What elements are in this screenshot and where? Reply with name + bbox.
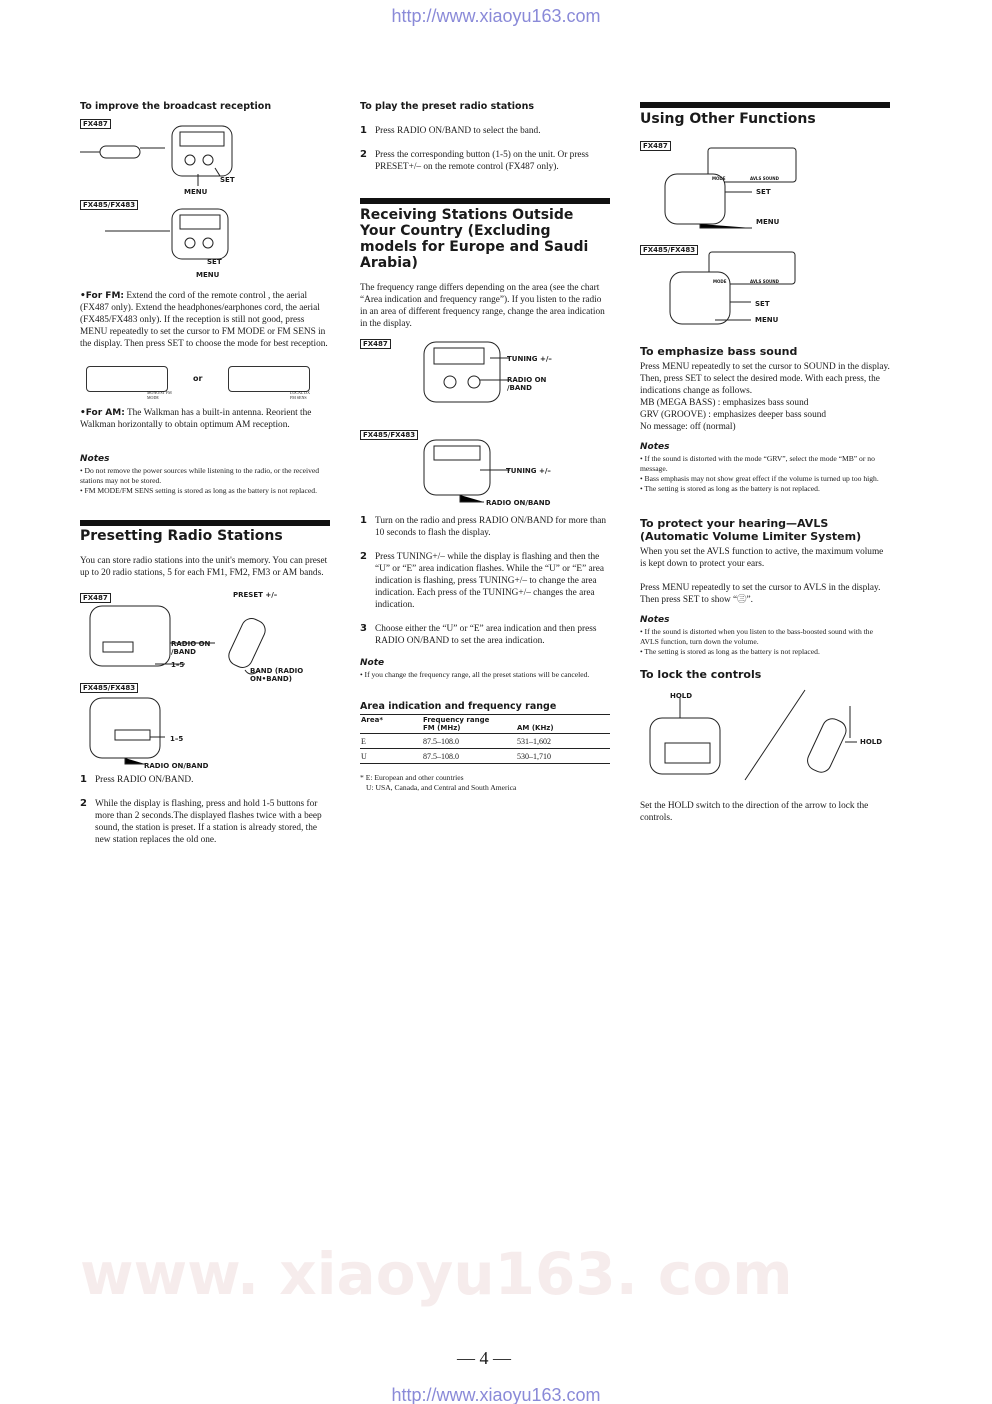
- am-lead: •For AM:: [80, 408, 125, 418]
- model-tag-fx487-2: FX487: [80, 593, 111, 603]
- radio-on-band-label-3: RADIO ON /BAND: [507, 376, 547, 392]
- display-fm-sens: [228, 366, 310, 392]
- bass-mode-off: No message: off (normal): [640, 422, 736, 432]
- avls-notes-heading: Notes: [640, 615, 670, 625]
- menu-label-3: MENU: [756, 218, 780, 226]
- display-avls-label: AVLS SOUND: [750, 176, 779, 181]
- bass-notes: [640, 454, 892, 494]
- walkman-illustration: [100, 205, 240, 265]
- play-step-1: [360, 125, 610, 137]
- hold-label: HOLD: [670, 692, 693, 700]
- header-url[interactable]: http://www.xiaoyu163.com: [391, 6, 601, 26]
- avls-text-2: Press MENU repeatedly to set the cursor to AVLS in the display. Then press SET to show “㊂”.: [640, 583, 881, 605]
- note-item: • If the sound is distorted when you listen to the bass-boosted sound with the AVLS function, turn down the volume.: [640, 627, 873, 646]
- model-tag-fx487: FX487: [80, 119, 111, 129]
- step-text: Press RADIO ON/BAND.: [95, 775, 194, 785]
- note-item: • If the sound is distorted with the mode “GRV”, select the mode “MB” or no message.: [640, 454, 875, 473]
- preset-step-1: [80, 774, 330, 786]
- footer-url[interactable]: http://www.xiaoyu163.com: [391, 1385, 601, 1404]
- presetting-heading: Presetting Radio Stations: [80, 528, 283, 544]
- walkman-remote-illustration: [80, 118, 250, 198]
- bass-heading: To emphasize bass sound: [640, 345, 798, 358]
- menu-label-2: MENU: [196, 271, 220, 279]
- model-tag-fx485: FX485/FX483: [80, 200, 138, 210]
- model-tag-fx485-3: FX485/FX483: [360, 430, 418, 440]
- walkman-display-illustration-2: [665, 250, 805, 330]
- notes-list: [80, 466, 330, 496]
- header-am: AM (KHz): [517, 724, 554, 732]
- other-functions-heading: Using Other Functions: [640, 111, 816, 127]
- note-text: • If you change the frequency range, all the preset stations will be canceled.: [360, 670, 590, 679]
- table-title: Area indication and frequency range: [360, 701, 557, 712]
- step-number: 3: [360, 623, 367, 634]
- fm-lead: •For FM:: [80, 291, 124, 301]
- frequency-table: [360, 714, 610, 764]
- step-number: 1: [80, 774, 87, 785]
- hold-switch-illustration: [645, 688, 885, 788]
- walkman-preset-illustration: [85, 598, 325, 678]
- lock-text: Set the HOLD switch to the direction of the arrow to lock the controls.: [640, 801, 869, 823]
- step-text: Press TUNING+/– while the display is flashing and then the “U” or “E” area indication flashes. While the “U” or “E” area indication is flashing, press TUNING+/– to change the area indication. Each press of the TUNING+/– changes the area indication.: [375, 552, 605, 610]
- bass-paragraph: Press MENU repeatedly to set the cursor to SOUND in the display. Then, press SET to select the desired mode. With each press, the indications change as follows.: [640, 362, 890, 396]
- area-step-3: [360, 623, 610, 647]
- display-mode-label: MODE: [712, 176, 726, 181]
- cell-area: U: [361, 751, 367, 761]
- walkman-tuning-illustration-2: [420, 436, 510, 506]
- receiving-intro: The frequency range differs depending on the area (see the chart “Area indication and frequency range”). If you listen to the radio in an area of different frequency range, change the area indication in the display.: [360, 283, 605, 329]
- display-fm-sens-caption: LOCAL DX FM SENS: [290, 390, 310, 400]
- set-label-3: SET: [756, 188, 771, 196]
- play-step-2: [360, 149, 610, 173]
- step-text: Press the corresponding button (1-5) on the unit. Or press PRESET+/– on the remote control (FX487 only).: [375, 150, 589, 172]
- header-freq: Frequency range: [423, 716, 490, 724]
- table-row: [360, 749, 610, 764]
- step-text: Choose either the “U” or “E” area indication and then press RADIO ON/BAND to set the area indication.: [375, 624, 597, 646]
- preset-step-2: [80, 798, 330, 846]
- hold-label-2: HOLD: [860, 738, 883, 746]
- cell-area: E: [361, 736, 366, 746]
- improve-reception-heading: To improve the broadcast reception: [80, 101, 272, 112]
- step-number: 1: [360, 125, 367, 136]
- bass-mode-mb: MB (MEGA BASS) : emphasizes bass sound: [640, 398, 809, 408]
- preset-label: PRESET +/–: [233, 591, 278, 599]
- menu-label: MENU: [184, 188, 208, 196]
- play-preset-heading: To play the preset radio stations: [360, 101, 534, 112]
- section-rule: [80, 520, 330, 526]
- am-instructions: [80, 407, 330, 431]
- step-number: 2: [360, 149, 367, 160]
- set-label-4: SET: [755, 300, 770, 308]
- step-text: Turn on the radio and press RADIO ON/BAND for more than 10 seconds to flash the display.: [375, 516, 607, 538]
- footnote: U: USA, Canada, and Central and South America: [366, 783, 517, 792]
- cell-fm: 87.5–108.0: [423, 736, 459, 746]
- bass-text: [640, 361, 890, 433]
- model-tag-fx485-4: FX485/FX483: [640, 245, 698, 255]
- table-row: [360, 734, 610, 749]
- tuning-label: TUNING +/–: [507, 355, 552, 363]
- header-fm: FM (MHz): [423, 724, 461, 732]
- step-number: 1: [360, 515, 367, 526]
- section-rule: [360, 198, 610, 204]
- set-label-2: SET: [207, 258, 222, 266]
- preset-1-5-label: 1–5: [171, 661, 185, 669]
- notes-heading: Notes: [80, 454, 110, 464]
- page-number: — 4 —: [457, 1348, 511, 1368]
- band-label: BAND (RADIO ON•BAND): [250, 667, 304, 683]
- display-mode-label-2: MODE: [713, 279, 727, 284]
- avls-text-1: When you set the AVLS function to active, the maximum volume is kept down to protect your ears.: [640, 547, 884, 569]
- step-text: Press RADIO ON/BAND to select the band.: [375, 126, 541, 136]
- area-step-1: [360, 515, 610, 539]
- note-item: • Bass emphasis may not show great effect if the volume is turned up too high.: [640, 474, 879, 483]
- bass-notes-heading: Notes: [640, 442, 670, 452]
- cell-am: 530–1,710: [517, 751, 551, 761]
- watermark: www. xiaoyu163. com: [80, 1240, 793, 1308]
- radio-on-band-label-4: RADIO ON/BAND: [486, 499, 551, 507]
- bass-mode-grv: GRV (GROOVE) : emphasizes deeper bass sound: [640, 410, 827, 420]
- display-avls-label-2: AVLS SOUND: [750, 279, 779, 284]
- menu-label-4: MENU: [755, 316, 779, 324]
- avls-heading: To protect your hearing—AVLS (Automatic Volume Limiter System): [640, 517, 862, 543]
- display-fm-mode: [86, 366, 168, 392]
- walkman-tuning-illustration: [420, 338, 510, 408]
- header-area: Area*: [361, 716, 384, 724]
- note-item: • The setting is stored as long as the battery is not replaced.: [640, 647, 820, 656]
- preset-1-5-label-2: 1–5: [170, 735, 184, 743]
- step-number: 2: [360, 551, 367, 562]
- or-label: or: [193, 374, 203, 383]
- receiving-heading: Receiving Stations Outside Your Country (Excluding models for Europe and Saudi Arabia): [360, 207, 589, 271]
- tuning-label-2: TUNING +/–: [506, 467, 551, 475]
- note-item: • The setting is stored as long as the battery is not replaced.: [640, 484, 820, 493]
- note-item: • Do not remove the power sources while listening to the radio, or the received stations may not be stored.: [80, 466, 320, 485]
- cell-fm: 87.5–108.0: [423, 751, 459, 761]
- section-rule: [640, 102, 890, 108]
- area-step-2: [360, 551, 610, 611]
- radio-on-band-label-2: RADIO ON/BAND: [144, 762, 209, 770]
- avls-notes: [640, 627, 892, 657]
- presetting-intro: You can store radio stations into the unit's memory. You can preset up to 20 radio stations, 5 for each FM1, FM2, FM3 or AM bands.: [80, 556, 328, 578]
- footnote: * E: European and other countries: [360, 773, 464, 782]
- am-text: The Walkman has a built-in antenna. Reorient the Walkman horizontally to obtain optimum AM reception.: [80, 408, 312, 430]
- note-heading: Note: [360, 658, 385, 668]
- cell-am: 531–1,602: [517, 736, 551, 746]
- walkman-preset-illustration-2: [85, 692, 235, 772]
- fm-text: Extend the cord of the remote control , the aerial (FX487 only). Extend the headphones/earphones cord, the aerial (FX485/FX483 only). If the reception is still not good, press MENU repeatedly to set the cursor to FM MODE or FM SENS in the display. Then press SET to choose the mode for best reception.: [80, 291, 328, 349]
- model-tag-fx487-4: FX487: [640, 141, 671, 151]
- display-fm-mode-caption: MONO/ST FM MODE: [147, 390, 172, 400]
- step-number: 2: [80, 798, 87, 809]
- step-text: While the display is flashing, press and hold 1-5 buttons for more than 2 seconds.The displayed flashes twice with a beep sound, the station is preset. If a station is already stored, the new station replaces the old one.: [95, 799, 322, 845]
- model-tag-fx487-3: FX487: [360, 339, 391, 349]
- fm-instructions: [80, 290, 330, 350]
- lock-heading: To lock the controls: [640, 668, 762, 681]
- note-item: • FM MODE/FM SENS setting is stored as long as the battery is not replaced.: [80, 486, 317, 495]
- model-tag-fx485-2: FX485/FX483: [80, 683, 138, 693]
- set-label: SET: [220, 176, 235, 184]
- radio-on-band-label: RADIO ON /BAND: [171, 640, 211, 656]
- table-footnotes: [360, 773, 610, 793]
